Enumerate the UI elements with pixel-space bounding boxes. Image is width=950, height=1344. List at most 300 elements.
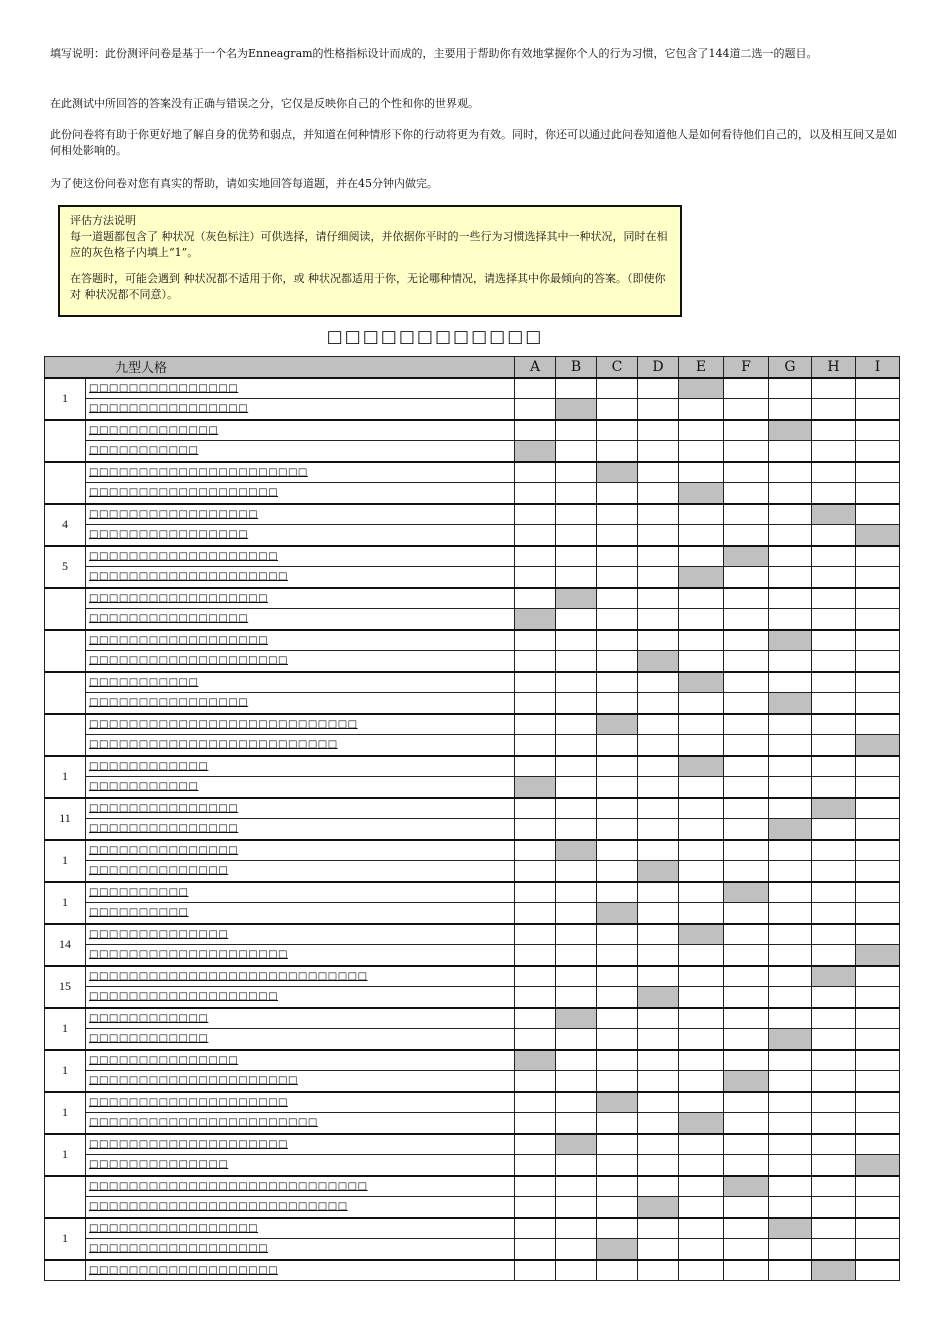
answer-cell-gray[interactable]: [769, 693, 812, 714]
question-text: □□□□□□□□□□□□□□□□□□□□□□: [86, 462, 515, 483]
answer-cell-gray[interactable]: [515, 1050, 556, 1071]
answer-cell: [638, 819, 679, 840]
answer-cell: [597, 609, 638, 630]
answer-cell: [812, 1008, 856, 1029]
answer-cell: [556, 462, 597, 483]
answer-cell: [724, 987, 769, 1008]
answer-cell: [769, 1008, 812, 1029]
question-text: □□□□□□□□□□□□□□□□□□: [86, 630, 515, 651]
answer-cell: [769, 1092, 812, 1113]
answer-cell: [638, 1113, 679, 1134]
answer-cell: [638, 1134, 679, 1155]
answer-cell: [638, 714, 679, 735]
answer-cell-gray[interactable]: [597, 1239, 638, 1260]
question-text: □□□□□□□□□□□□□□□□: [86, 609, 515, 630]
answer-cell-gray[interactable]: [679, 378, 724, 399]
answer-cell-gray[interactable]: [556, 588, 597, 609]
answer-cell: [556, 1239, 597, 1260]
answer-cell: [597, 1155, 638, 1176]
answer-cell: [556, 567, 597, 588]
answer-cell: [515, 924, 556, 945]
answer-cell: [724, 378, 769, 399]
answer-cell-gray[interactable]: [724, 546, 769, 567]
question-row: [45, 525, 900, 546]
answer-cell: [597, 378, 638, 399]
answer-cell: [812, 882, 856, 903]
answer-cell: [724, 504, 769, 525]
question-number: 1: [45, 1218, 86, 1260]
answer-cell: [856, 756, 900, 777]
answer-cell: [769, 525, 812, 546]
answer-cell: [556, 693, 597, 714]
answer-cell: [515, 378, 556, 399]
answer-cell-gray[interactable]: [638, 651, 679, 672]
answer-cell: [724, 399, 769, 420]
answer-cell: [856, 693, 900, 714]
answer-cell: [638, 525, 679, 546]
answer-cell: [597, 945, 638, 966]
answer-cell: [515, 651, 556, 672]
answer-cell: [679, 1218, 724, 1239]
answer-cell: [769, 798, 812, 819]
answer-cell: [812, 441, 856, 462]
answer-cell: [597, 1050, 638, 1071]
answer-cell: [515, 420, 556, 441]
answer-cell: [856, 882, 900, 903]
answer-cell: [812, 840, 856, 861]
question-text: □□□□□□□□□□□□□□□□□□□: [86, 987, 515, 1008]
instructions-box: [58, 205, 682, 317]
question-row: [45, 1050, 900, 1071]
column-header-b: B: [556, 357, 597, 378]
answer-cell: [556, 903, 597, 924]
question-row: [45, 567, 900, 588]
answer-cell: [724, 672, 769, 693]
answer-cell: [679, 693, 724, 714]
answer-cell: [769, 672, 812, 693]
answer-cell: [679, 819, 724, 840]
answer-cell: [724, 588, 769, 609]
answer-cell: [597, 924, 638, 945]
answer-cell-gray[interactable]: [515, 441, 556, 462]
answer-cell: [556, 819, 597, 840]
question-row: [45, 1008, 900, 1029]
question-row: [45, 798, 900, 819]
answer-cell: [679, 1029, 724, 1050]
answer-cell: [556, 672, 597, 693]
question-row: [45, 840, 900, 861]
answer-cell: [724, 462, 769, 483]
answer-cell: [597, 672, 638, 693]
answer-cell: [556, 483, 597, 504]
question-row: [45, 609, 900, 630]
question-text: □□□□□□□□□□□□□□□□□□□: [86, 546, 515, 567]
answer-cell: [812, 1155, 856, 1176]
question-text: □□□□□□□□□□□□□□□□: [86, 693, 515, 714]
answer-cell: [597, 483, 638, 504]
question-text: □□□□□□□□□□□□□□□□□□: [86, 1239, 515, 1260]
answer-cell-gray[interactable]: [515, 609, 556, 630]
question-text: □□□□□□□□□□□□□□□□□: [86, 1218, 515, 1239]
question-text: □□□□□□□□□□□□□□□□□□□□□: [86, 1071, 515, 1092]
question-row: [45, 693, 900, 714]
answer-cell: [638, 1239, 679, 1260]
answer-cell-gray[interactable]: [638, 861, 679, 882]
question-row: [45, 504, 900, 525]
question-text: □□□□□□□□□□□□□□□□□□□□□□□□□□□: [86, 714, 515, 735]
answer-cell: [515, 630, 556, 651]
answer-cell-gray[interactable]: [556, 399, 597, 420]
question-number: 1: [45, 1008, 86, 1050]
answer-cell: [812, 903, 856, 924]
answer-cell: [556, 924, 597, 945]
answer-cell: [856, 1239, 900, 1260]
answer-cell: [769, 987, 812, 1008]
intro-paragraph-2: 在此测试中所回答的答案没有正确与错误之分，它仅是反映你自己的个性和你的世界观。: [50, 97, 479, 110]
answer-cell-gray[interactable]: [556, 1008, 597, 1029]
answer-cell: [724, 735, 769, 756]
answer-cell-gray[interactable]: [597, 903, 638, 924]
answer-cell: [597, 441, 638, 462]
instructions-title: 评估方法说明: [70, 214, 136, 227]
answer-cell: [812, 777, 856, 798]
question-number: 15: [45, 966, 86, 1008]
column-header-c: C: [597, 357, 638, 378]
answer-cell: [556, 630, 597, 651]
question-row: [45, 777, 900, 798]
answer-cell: [769, 735, 812, 756]
answer-cell: [812, 609, 856, 630]
answer-cell: [515, 840, 556, 861]
answer-cell: [856, 1071, 900, 1092]
answer-cell-gray[interactable]: [597, 462, 638, 483]
answer-cell: [812, 861, 856, 882]
answer-cell: [724, 441, 769, 462]
question-text: □□□□□□□□□□□□: [86, 1008, 515, 1029]
answer-cell: [812, 1113, 856, 1134]
answer-cell: [679, 840, 724, 861]
answer-cell: [724, 924, 769, 945]
question-row: [45, 819, 900, 840]
answer-cell: [724, 1218, 769, 1239]
answer-cell: [856, 567, 900, 588]
question-row: [45, 714, 900, 735]
answer-cell: [638, 1260, 679, 1281]
answer-cell: [724, 714, 769, 735]
answer-cell: [515, 525, 556, 546]
answer-cell: [597, 1113, 638, 1134]
answer-cell: [812, 1071, 856, 1092]
question-number: 14: [45, 924, 86, 966]
answer-cell-gray[interactable]: [812, 966, 856, 987]
answer-cell: [724, 1113, 769, 1134]
answer-cell: [556, 714, 597, 735]
answer-cell: [724, 1050, 769, 1071]
intro-paragraph-1: 填写说明：此份测评问卷是基于一个名为Enneagram的性格指标设计而成的，主要用于帮助你有效地掌握你个人的行为习惯，它包含了144道二选一的题目。: [50, 47, 818, 60]
answer-cell: [812, 672, 856, 693]
answer-cell: [515, 546, 556, 567]
answer-cell-gray[interactable]: [597, 1092, 638, 1113]
answer-cell: [638, 378, 679, 399]
answer-cell: [515, 588, 556, 609]
question-text: □□□□□□□□□□□□□□□□□□□: [86, 483, 515, 504]
question-text: □□□□□□□□□□□: [86, 672, 515, 693]
answer-cell-gray[interactable]: [679, 483, 724, 504]
answer-cell: [515, 819, 556, 840]
answer-cell: [679, 546, 724, 567]
answer-cell: [856, 861, 900, 882]
question-number: 1: [45, 1050, 86, 1092]
question-text: □□□□□□□□□□□□□□□□□□□□□□□□□□□□: [86, 1176, 515, 1197]
answer-cell: [856, 399, 900, 420]
answer-cell-gray[interactable]: [679, 756, 724, 777]
question-text: □□□□□□□□□□□□□□□□□□□□□□□□□: [86, 735, 515, 756]
answer-cell: [638, 504, 679, 525]
answer-cell: [856, 1176, 900, 1197]
answer-cell: [597, 1197, 638, 1218]
answer-cell-gray[interactable]: [769, 1218, 812, 1239]
answer-cell: [769, 462, 812, 483]
question-row: [45, 1239, 900, 1260]
answer-cell: [515, 1029, 556, 1050]
answer-cell: [638, 840, 679, 861]
answer-cell-gray[interactable]: [769, 819, 812, 840]
answer-cell: [724, 966, 769, 987]
answer-cell: [856, 378, 900, 399]
answer-cell: [638, 630, 679, 651]
answer-cell-gray[interactable]: [856, 735, 900, 756]
question-row: [45, 903, 900, 924]
question-text: □□□□□□□□□□□□□□: [86, 861, 515, 882]
answer-cell: [638, 1050, 679, 1071]
question-row: [45, 378, 900, 399]
question-row: [45, 966, 900, 987]
answer-cell: [556, 1197, 597, 1218]
question-number: 1: [45, 378, 86, 420]
answer-cell: [812, 420, 856, 441]
question-row: [45, 441, 900, 462]
question-number: 1: [45, 840, 86, 882]
answer-cell: [597, 819, 638, 840]
answer-cell-gray[interactable]: [724, 1176, 769, 1197]
answer-cell: [556, 441, 597, 462]
question-text: □□□□□□□□□□□□□□□□□□□□: [86, 1134, 515, 1155]
answer-cell: [556, 861, 597, 882]
answer-cell: [812, 735, 856, 756]
answer-cell: [515, 1155, 556, 1176]
answer-cell: [856, 1218, 900, 1239]
answer-cell: [679, 1260, 724, 1281]
question-row: [45, 1155, 900, 1176]
question-number: 1: [45, 1134, 86, 1176]
answer-cell: [769, 945, 812, 966]
answer-cell: [679, 777, 724, 798]
question-row: [45, 1134, 900, 1155]
answer-cell: [638, 966, 679, 987]
answer-cell: [769, 399, 812, 420]
answer-cell: [812, 1218, 856, 1239]
answer-cell: [856, 1197, 900, 1218]
answer-cell: [856, 441, 900, 462]
answer-cell: [769, 609, 812, 630]
answer-cell: [812, 525, 856, 546]
question-text: □□□□□□□□□□: [86, 882, 515, 903]
answer-cell: [638, 1092, 679, 1113]
question-text: □□□□□□□□□□□□□□□□□□□□□□□: [86, 1113, 515, 1134]
question-text: □□□□□□□□□□□□□□□: [86, 840, 515, 861]
answer-cell-gray[interactable]: [856, 945, 900, 966]
question-row: [45, 462, 900, 483]
answer-cell-gray[interactable]: [679, 567, 724, 588]
answer-cell: [679, 945, 724, 966]
answer-cell-gray[interactable]: [812, 1260, 856, 1281]
question-row: [45, 420, 900, 441]
answer-cell: [556, 735, 597, 756]
question-text: □□□□□□□□□□□□□: [86, 420, 515, 441]
answer-cell: [597, 735, 638, 756]
question-row: [45, 861, 900, 882]
answer-cell-gray[interactable]: [556, 840, 597, 861]
answer-cell: [556, 756, 597, 777]
answer-cell: [812, 588, 856, 609]
answer-cell-gray[interactable]: [769, 420, 812, 441]
answer-cell: [769, 924, 812, 945]
answer-cell-gray[interactable]: [812, 798, 856, 819]
answer-cell: [556, 1050, 597, 1071]
answer-cell: [638, 462, 679, 483]
answer-cell: [597, 798, 638, 819]
answer-cell: [638, 672, 679, 693]
answer-cell: [679, 1092, 724, 1113]
answer-cell: [638, 1176, 679, 1197]
answer-cell: [638, 945, 679, 966]
answer-cell-gray[interactable]: [597, 714, 638, 735]
answer-cell: [638, 588, 679, 609]
question-row: [45, 1260, 900, 1281]
answer-cell: [597, 1260, 638, 1281]
answer-cell: [856, 462, 900, 483]
question-row: [45, 651, 900, 672]
answer-cell: [724, 903, 769, 924]
question-row: [45, 987, 900, 1008]
answer-cell: [556, 1218, 597, 1239]
answer-cell: [812, 924, 856, 945]
answer-cell: [812, 714, 856, 735]
answer-cell-gray[interactable]: [679, 1113, 724, 1134]
answer-cell: [724, 1197, 769, 1218]
answer-cell: [812, 693, 856, 714]
question-number: [45, 588, 86, 630]
answer-cell: [679, 651, 724, 672]
answer-cell-gray[interactable]: [679, 672, 724, 693]
answer-cell-gray[interactable]: [679, 924, 724, 945]
answer-cell: [812, 1239, 856, 1260]
question-number: [45, 714, 86, 756]
answer-cell: [769, 882, 812, 903]
question-row: [45, 924, 900, 945]
answer-cell-gray[interactable]: [556, 1134, 597, 1155]
answer-cell: [679, 987, 724, 1008]
answer-cell: [769, 1260, 812, 1281]
answer-cell: [769, 777, 812, 798]
answer-cell: [556, 945, 597, 966]
question-row: [45, 1113, 900, 1134]
question-row: [45, 735, 900, 756]
question-row: [45, 1071, 900, 1092]
answer-cell: [856, 966, 900, 987]
answer-cell: [679, 504, 724, 525]
answer-cell: [556, 966, 597, 987]
answer-cell-gray[interactable]: [856, 1155, 900, 1176]
answer-cell: [556, 1176, 597, 1197]
answer-cell: [597, 1218, 638, 1239]
question-number: 5: [45, 546, 86, 588]
question-text: □□□□□□□□□□□□: [86, 1029, 515, 1050]
answer-cell: [679, 1155, 724, 1176]
answer-cell: [638, 399, 679, 420]
answer-cell: [812, 1029, 856, 1050]
answer-cell: [812, 1197, 856, 1218]
answer-cell: [638, 756, 679, 777]
answer-cell: [515, 861, 556, 882]
answer-cell-gray[interactable]: [856, 525, 900, 546]
answer-cell: [556, 525, 597, 546]
answer-cell: [856, 483, 900, 504]
answer-cell-gray[interactable]: [638, 1197, 679, 1218]
answer-cell: [638, 693, 679, 714]
answer-cell: [679, 798, 724, 819]
answer-cell: [515, 693, 556, 714]
answer-cell-gray[interactable]: [638, 987, 679, 1008]
question-text: □□□□□□□□□□□□□□□□: [86, 399, 515, 420]
question-text: □□□□□□□□□□□□□□□□□□□□: [86, 567, 515, 588]
question-number: [45, 672, 86, 714]
answer-cell: [679, 399, 724, 420]
answer-cell: [515, 1113, 556, 1134]
answer-cell-gray[interactable]: [515, 777, 556, 798]
answer-cell-gray[interactable]: [769, 630, 812, 651]
answer-cell: [515, 987, 556, 1008]
answer-cell: [769, 1050, 812, 1071]
answer-cell-gray[interactable]: [724, 1071, 769, 1092]
table-header-row: [45, 357, 900, 378]
answer-cell: [679, 1134, 724, 1155]
answer-cell: [638, 882, 679, 903]
answer-cell: [769, 546, 812, 567]
answer-cell: [679, 714, 724, 735]
answer-cell-gray[interactable]: [769, 1029, 812, 1050]
answer-cell: [515, 1239, 556, 1260]
answer-cell: [638, 567, 679, 588]
answer-cell: [856, 651, 900, 672]
answer-cell: [515, 1008, 556, 1029]
answer-cell-gray[interactable]: [812, 504, 856, 525]
answer-cell: [679, 1197, 724, 1218]
answer-cell: [769, 441, 812, 462]
answer-cell-gray[interactable]: [724, 882, 769, 903]
answer-cell: [679, 1071, 724, 1092]
answer-cell: [515, 399, 556, 420]
answer-cell: [679, 1176, 724, 1197]
answer-cell: [769, 483, 812, 504]
answer-cell: [769, 714, 812, 735]
question-text: □□□□□□□□□□□□□□□: [86, 819, 515, 840]
answer-cell: [724, 609, 769, 630]
answer-cell: [679, 441, 724, 462]
question-text: □□□□□□□□□□□: [86, 777, 515, 798]
answer-cell: [556, 798, 597, 819]
question-number: [45, 462, 86, 504]
